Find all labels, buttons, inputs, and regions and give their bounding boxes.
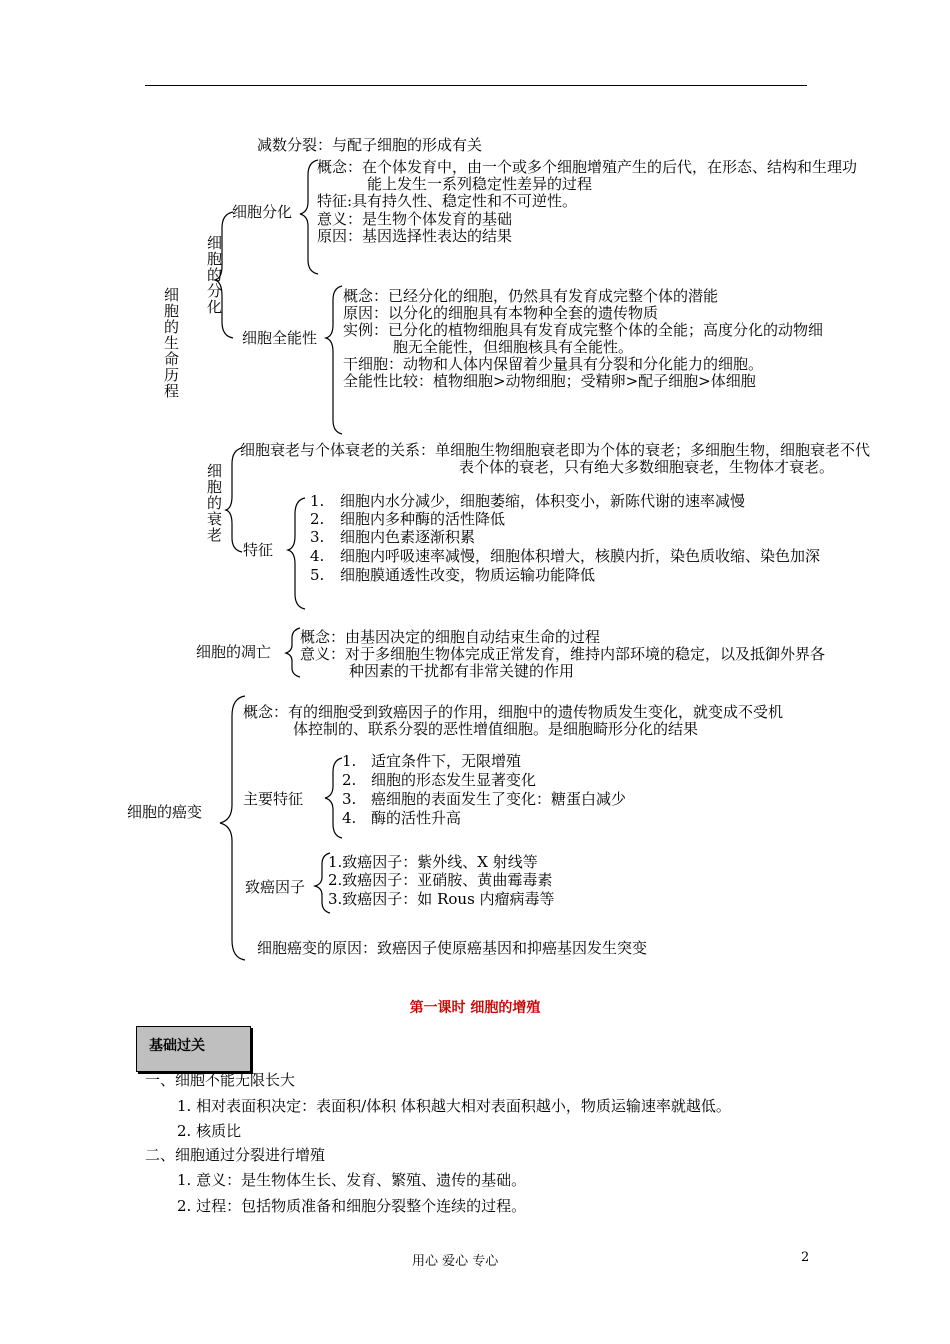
cancer-concept-cont: 体控制的、联系分裂的恶性增值细胞。是细胞畸形分化的结果: [293, 720, 699, 738]
cancer-main-item: 细胞的形态发生显著变化: [371, 771, 537, 789]
toti-line: 全能性比较：植物细胞>动物细胞；受精卵>配子细胞>体细胞: [343, 372, 756, 390]
aging-feature: 细胞内多种酶的活性降低: [340, 510, 506, 528]
lesson-line: 2. 过程：包括物质准备和细胞分裂整个连续的过程。: [177, 1197, 527, 1215]
cancer-main-num: 4.: [342, 809, 357, 827]
aging-feature-num: 2.: [310, 510, 325, 528]
totipotency-label: 细胞全能性: [242, 329, 318, 347]
meiosis-note: 减数分裂：与配子细胞的形成有关: [257, 136, 483, 154]
aging-feature-label: 特征: [243, 541, 274, 559]
apoptosis-meaning-cont: 种因素的干扰都有非常关键的作用: [349, 662, 575, 680]
differentiation-group-label: 细胞的分化: [207, 234, 223, 316]
cancer-main-item: 酶的活性升高: [371, 809, 462, 827]
aging-feature-num: 4.: [310, 547, 325, 565]
footer-motto: 用心 爱心 专心: [412, 1254, 499, 1269]
cancer-main-item: 癌细胞的表面发生了变化：糖蛋白减少: [371, 790, 627, 808]
root-label-vertical: 细胞的生命历程: [164, 286, 180, 400]
lesson-heading: 二、细胞通过分裂进行增殖: [145, 1146, 326, 1164]
lesson-title: 第一课时 细胞的增殖: [409, 1000, 541, 1016]
aging-group-label: 细胞的衰老: [207, 462, 223, 544]
lesson-heading: 一、细胞不能无限长大: [145, 1071, 296, 1089]
cancer-label: 细胞的癌变: [127, 803, 203, 821]
aging-relation-cont: 表个体的衰老，只有绝大多数细胞衰老，生物体才衰老。: [459, 458, 835, 476]
lesson-line: 1. 相对表面积决定：表面积/体积 体积越大相对表面积越小，物质运输速率就越低。: [177, 1097, 731, 1115]
aging-feature: 细胞膜通透性改变，物质运输功能降低: [340, 566, 596, 584]
cancer-main-num: 3.: [342, 790, 357, 808]
basics-box: [136, 1026, 251, 1072]
aging-feature-num: 1.: [310, 492, 325, 510]
toti-line: 原因：以分化的细胞具有本物种全套的遗传物质: [343, 304, 659, 322]
toti-line: 概念：已经分化的细胞，仍然具有发育成完整个体的潜能: [343, 287, 719, 305]
carcinogen-label: 致癌因子: [245, 878, 306, 896]
toti-line: 实例：已分化的植物细胞具有发育成完整个体的全能；高度分化的动物细: [343, 321, 824, 339]
page-number: 2: [801, 1250, 810, 1265]
diff-line: 意义：是生物个体发育的基础: [317, 210, 513, 228]
cancer-main-num: 2.: [342, 771, 357, 789]
cancer-cause: 细胞癌变的原因：致癌因子使原癌基因和抑癌基因发生突变: [257, 939, 648, 957]
diff-line: 特征:具有持久性、稳定性和不可逆性。: [317, 192, 578, 210]
toti-line: 胞无全能性，但细胞核具有全能性。: [393, 338, 634, 356]
aging-feature: 细胞内色素逐渐积累: [340, 528, 476, 546]
cancer-main-label: 主要特征: [243, 790, 304, 808]
aging-feature: 细胞内呼吸速率减慢，细胞体积增大，核膜内折，染色质收缩、染色加深: [340, 547, 821, 565]
lesson-line: 2. 核质比: [177, 1122, 242, 1140]
differentiation-label: 细胞分化: [232, 203, 293, 221]
diff-line: 能上发生一系列稳定性差异的过程: [367, 175, 593, 193]
diff-line: 原因：基因选择性表达的结果: [317, 227, 513, 245]
aging-relation: 细胞衰老与个体衰老的关系：单细胞生物细胞衰老即为个体的衰老；多细胞生物，细胞衰老不代: [240, 441, 871, 459]
basics-box-label: 基础过关: [149, 1038, 205, 1054]
carcinogen-item: 3.致癌因子：如 Rous 内瘤病毒等: [328, 890, 555, 908]
carcinogen-item: 2.致癌因子：亚硝胺、黄曲霉毒素: [328, 871, 553, 889]
cancer-main-item: 适宜条件下，无限增殖: [371, 752, 522, 770]
cancer-main-num: 1.: [342, 752, 357, 770]
apoptosis-label: 细胞的凋亡: [196, 643, 272, 661]
apoptosis-concept: 概念：由基因决定的细胞自动结束生命的过程: [300, 628, 601, 646]
aging-feature-num: 5.: [310, 566, 325, 584]
lesson-line: 1. 意义：是生物体生长、发育、繁殖、遗传的基础。: [177, 1171, 527, 1189]
aging-feature: 细胞内水分减少，细胞萎缩，体积变小，新陈代谢的速率减慢: [340, 492, 746, 510]
toti-line: 干细胞：动物和人体内保留着少量具有分裂和分化能力的细胞。: [343, 355, 764, 373]
carcinogen-item: 1.致癌因子：紫外线、X 射线等: [328, 853, 538, 871]
apoptosis-meaning: 意义：对于多细胞生物体完成正常发育，维持内部环境的稳定，以及抵御外界各: [300, 645, 826, 663]
aging-feature-num: 3.: [310, 528, 325, 546]
cancer-concept: 概念：有的细胞受到致癌因子的作用，细胞中的遗传物质发生变化，就变成不受机: [243, 703, 784, 721]
diff-line: 概念：在个体发育中，由一个或多个细胞增殖产生的后代，在形态、结构和生理功: [317, 158, 858, 176]
